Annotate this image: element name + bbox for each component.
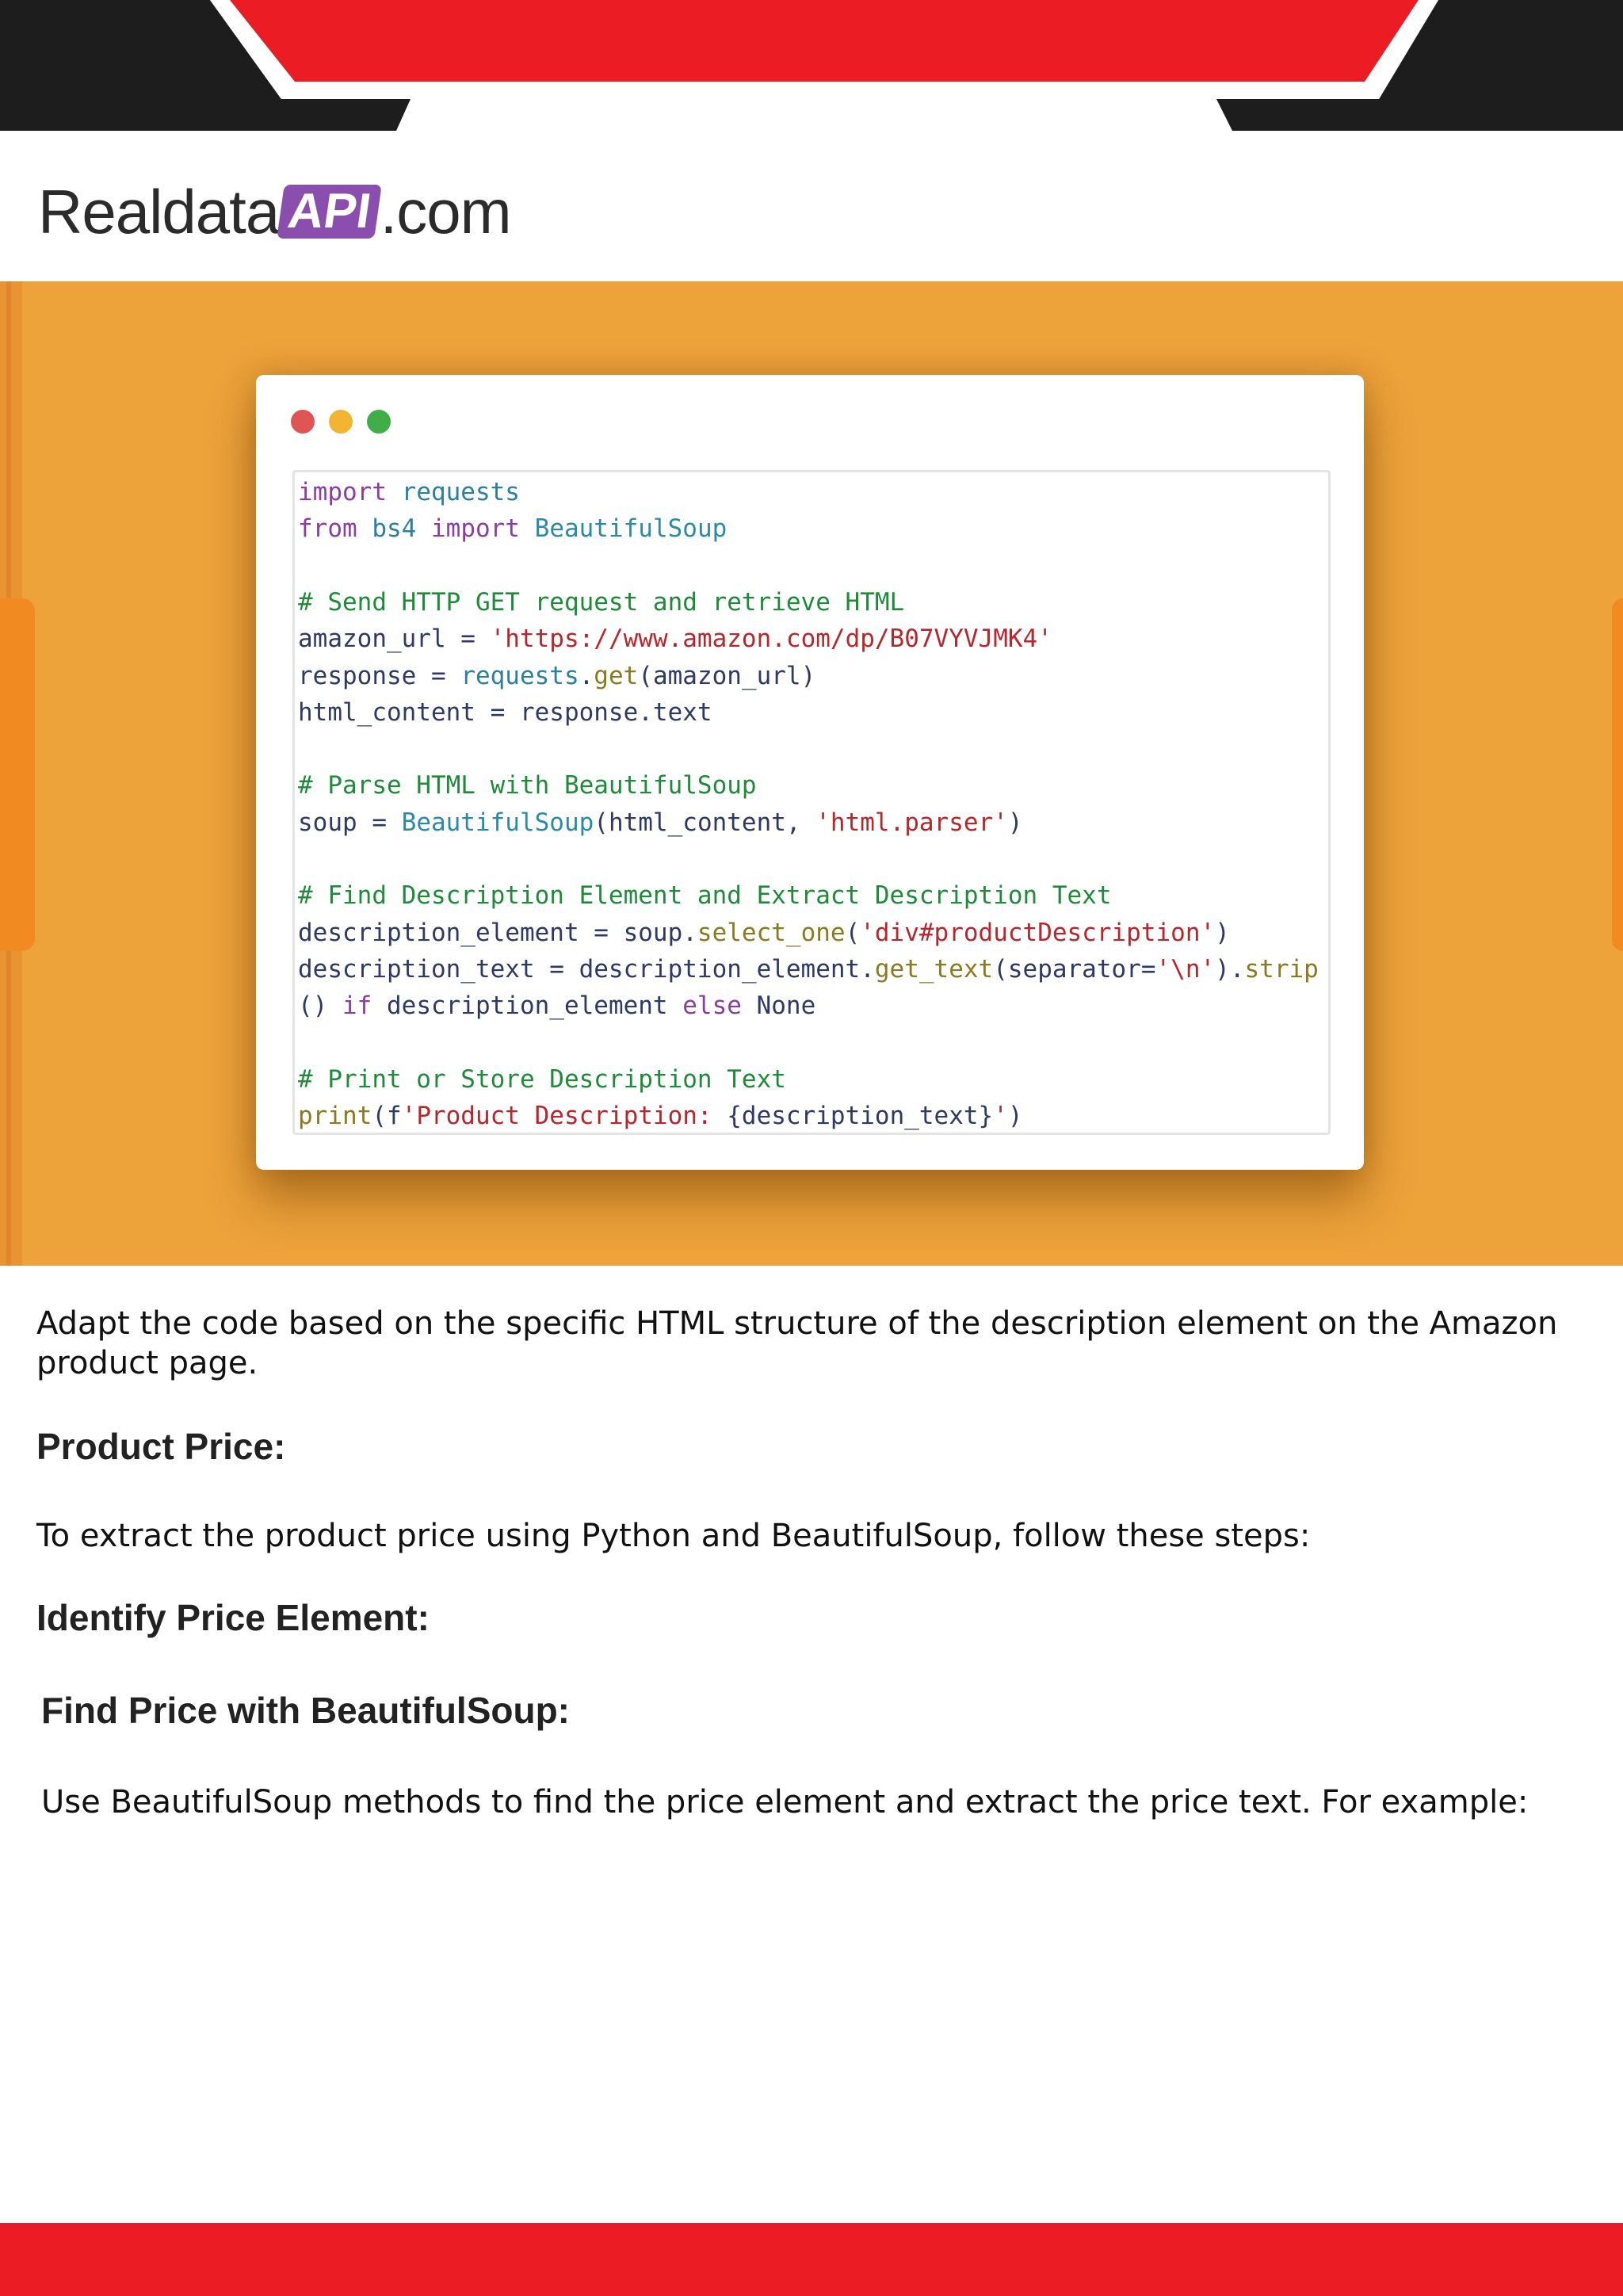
code-line bbox=[298, 951, 1319, 988]
code-token: () bbox=[298, 991, 342, 1021]
code-token bbox=[416, 514, 431, 543]
code-token: get bbox=[594, 661, 639, 690]
code-token: # Send HTTP GET request and retrieve HTML bbox=[298, 587, 905, 617]
code-token: from bbox=[298, 514, 357, 544]
code-token: # Print or Store Description Text bbox=[298, 1064, 786, 1094]
header-banner bbox=[0, 0, 1623, 131]
code-token: description_text = description_element. bbox=[298, 954, 875, 984]
code-token: print bbox=[298, 1102, 372, 1131]
code-token: BeautifulSoup bbox=[534, 514, 727, 544]
code-token: requests bbox=[401, 478, 520, 506]
paragraph-extract-price: To extract the product price using Python and BeautifulSoup, follow these steps: bbox=[36, 1518, 1311, 1554]
code-token: 'Product Description: bbox=[401, 1102, 727, 1131]
heading-identify-price-element: Identify Price Element: bbox=[36, 1597, 430, 1638]
code-token: None bbox=[741, 991, 816, 1021]
code-token: {description_text} bbox=[727, 1102, 994, 1131]
code-token: 'div#productDescription' bbox=[860, 918, 1216, 947]
code-token: import bbox=[431, 514, 520, 544]
logo-text-prefix: Realdata bbox=[38, 176, 280, 246]
brand-logo bbox=[38, 176, 511, 247]
code-token: # Find Description Element and Extract Description Text bbox=[298, 881, 1112, 911]
code-line bbox=[298, 877, 1112, 914]
heading-find-price: Find Price with BeautifulSoup: bbox=[41, 1690, 570, 1731]
code-token: (f bbox=[372, 1102, 402, 1131]
code-line bbox=[298, 474, 520, 510]
code-line bbox=[298, 584, 904, 621]
close-dot-icon bbox=[291, 410, 315, 434]
code-token: ) bbox=[1215, 918, 1230, 947]
code-token: description_element bbox=[372, 991, 683, 1021]
code-line bbox=[298, 804, 1023, 841]
code-token: response = bbox=[298, 661, 461, 690]
code-token: amazon_url = bbox=[298, 625, 491, 654]
code-token: import bbox=[298, 478, 387, 506]
code-token: select_one bbox=[697, 918, 846, 947]
code-token: (separator= bbox=[993, 954, 1156, 984]
code-token: requests bbox=[460, 661, 579, 690]
code-token: soup = bbox=[298, 808, 402, 837]
code-line bbox=[298, 1061, 786, 1098]
code-token: ) bbox=[1007, 808, 1023, 837]
code-line bbox=[298, 767, 757, 804]
code-line bbox=[298, 1098, 1023, 1134]
code-window bbox=[256, 375, 1364, 1170]
logo-text-suffix: .com bbox=[380, 176, 511, 246]
code-token: bs4 bbox=[372, 514, 417, 544]
code-token: (amazon_url) bbox=[638, 661, 816, 690]
code-token: strip bbox=[1244, 954, 1319, 984]
paragraph-adapt-code: Adapt the code based on the specific HTML structure of the description element on the Amazon product page. bbox=[36, 1305, 1558, 1381]
code-line bbox=[298, 988, 815, 1024]
code-token: ( bbox=[845, 918, 861, 947]
footer-bar bbox=[0, 2223, 1623, 2296]
code-line bbox=[298, 658, 815, 694]
code-line bbox=[298, 694, 712, 731]
code-token: 'https://www.amazon.com/dp/B07VYVJMK4' bbox=[490, 625, 1052, 654]
banner-right-tab bbox=[1612, 598, 1623, 951]
code-token bbox=[387, 478, 402, 506]
code-token: ' bbox=[993, 1102, 1008, 1131]
window-controls bbox=[291, 410, 391, 434]
code-token: if bbox=[342, 991, 372, 1021]
code-token: BeautifulSoup bbox=[401, 808, 594, 837]
logo-api-badge: API bbox=[277, 185, 382, 239]
code-line bbox=[298, 915, 1230, 951]
code-line bbox=[298, 621, 1052, 657]
code-token: else bbox=[682, 991, 742, 1021]
code-token bbox=[520, 514, 535, 543]
code-token: ) bbox=[1007, 1102, 1023, 1131]
maximize-dot-icon bbox=[367, 410, 391, 434]
code-token: (html_content, bbox=[594, 808, 816, 837]
code-banner bbox=[0, 281, 1623, 1266]
banner-left-tab bbox=[0, 598, 35, 951]
code-token: get_text bbox=[874, 954, 994, 984]
code-line bbox=[298, 510, 727, 547]
minimize-dot-icon bbox=[329, 410, 353, 434]
code-token bbox=[357, 514, 372, 543]
code-token: ). bbox=[1215, 954, 1245, 984]
code-token: # Parse HTML with BeautifulSoup bbox=[298, 771, 757, 800]
heading-product-price: Product Price: bbox=[36, 1426, 286, 1467]
code-token: '\n' bbox=[1155, 954, 1216, 984]
code-block bbox=[292, 470, 1331, 1135]
paragraph-beautifulsoup-methods: Use BeautifulSoup methods to find the price element and extract the price text. For example: bbox=[41, 1784, 1529, 1820]
code-token: description_element = soup. bbox=[298, 918, 697, 947]
code-token: html_content = response.text bbox=[298, 697, 712, 727]
code-token: . bbox=[579, 661, 594, 690]
code-token: 'html.parser' bbox=[815, 808, 1008, 837]
